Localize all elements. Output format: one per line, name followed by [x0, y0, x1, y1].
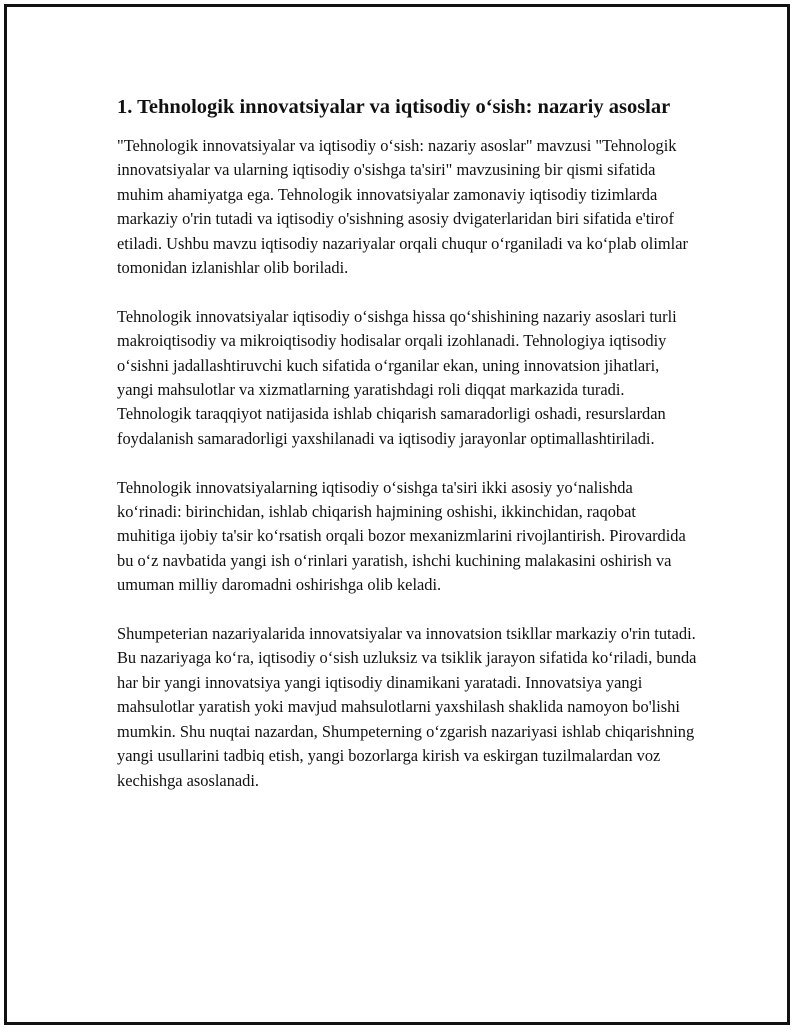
- paragraph-4: Shumpeterian nazariyalarida innovatsiyalar va innovatsion tsikllar markaziy o'rin tutadi. Bu nazariyaga ko‘ra, iqtisodiy o‘sish uzluksiz va tsiklik jarayon sifatida ko‘riladi, bunda har bir yangi innovatsiya yangi iqtisodiy dinamikani yaratadi. Innovatsiya yangi mahsulotlar yaratish yoki mavjud mahsulotlarni yaxshilash shaklida namoyon bo'lishi mumkin. Shu nuqtai nazardan, Shumpeterning o‘zgarish nazariyasi ishlab chiqarishning yangi usullarini tadbiq etish, yangi bozorlarga kirish va eskirgan tuzilmalardan voz kechishga asoslanadi.: [117, 624, 697, 790]
- document-body: [117, 94, 697, 817]
- paragraph-2: Tehnologik innovatsiyalar iqtisodiy o‘sishga hissa qo‘shishining nazariy asoslari turli makroiqtisodiy va mikroiqtisodiy hodisalar orqali izohlanadi. Tehnologiya iqtisodiy o‘sishni jadallashtiruvchi kuch sifatida o‘rganilar ekan, uning innovatsion jihatlari, yangi mahsulotlar va xizmatlarning yaratishdagi roli diqqat markazida turadi. Tehnologik taraqqiyot natijasida ishlab chiqarish samaradorligi oshadi, resurslardan foydalanish samaradorligi yaxshilanadi va iqtisodiy jarayonlar optimallashtiriladi.: [117, 306, 677, 448]
- paragraph-1: "Tehnologik innovatsiyalar va iqtisodiy o‘sish: nazariy asoslar" mavzusi "Tehnologik innovatsiyalar va ularning iqtisodiy o'sishga ta'siri" mavzusining bir qismi sifatida muhim ahamiyatga ega. Tehnologik innovatsiyalar zamonaviy iqtisodiy tizimlarda markaziy o'rin tutadi va iqtisodiy o'sishning asosiy dvigaterlaridan biri sifatida e'tirof etiladi. Ushbu mavzu iqtisodiy nazariyalar orqali chuqur o‘rganiladi va ko‘plab olimlar tomonidan izlanishlar olib boriladi.: [117, 136, 688, 278]
- section-heading: 1. Tehnologik innovatsiyalar va iqtisodiy o‘sish: nazariy asoslar: [117, 96, 671, 118]
- paragraph-3: Tehnologik innovatsiyalarning iqtisodiy o‘sishga ta'siri ikki asosiy yo‘nalishda ko‘rinadi: birinchidan, ishlab chiqarish hajmining oshishi, ikkinchidan, raqobat muhitiga ijobiy ta'sir ko‘rsatish orqali bozor mexanizmlarini rivojlantirish. Pirovardida bu o‘z navbatida yangi ish o‘rinlari yaratish, ishchi kuchining malakasini oshirish va umuman milliy daromadni oshirishga olib keladi.: [117, 477, 686, 595]
